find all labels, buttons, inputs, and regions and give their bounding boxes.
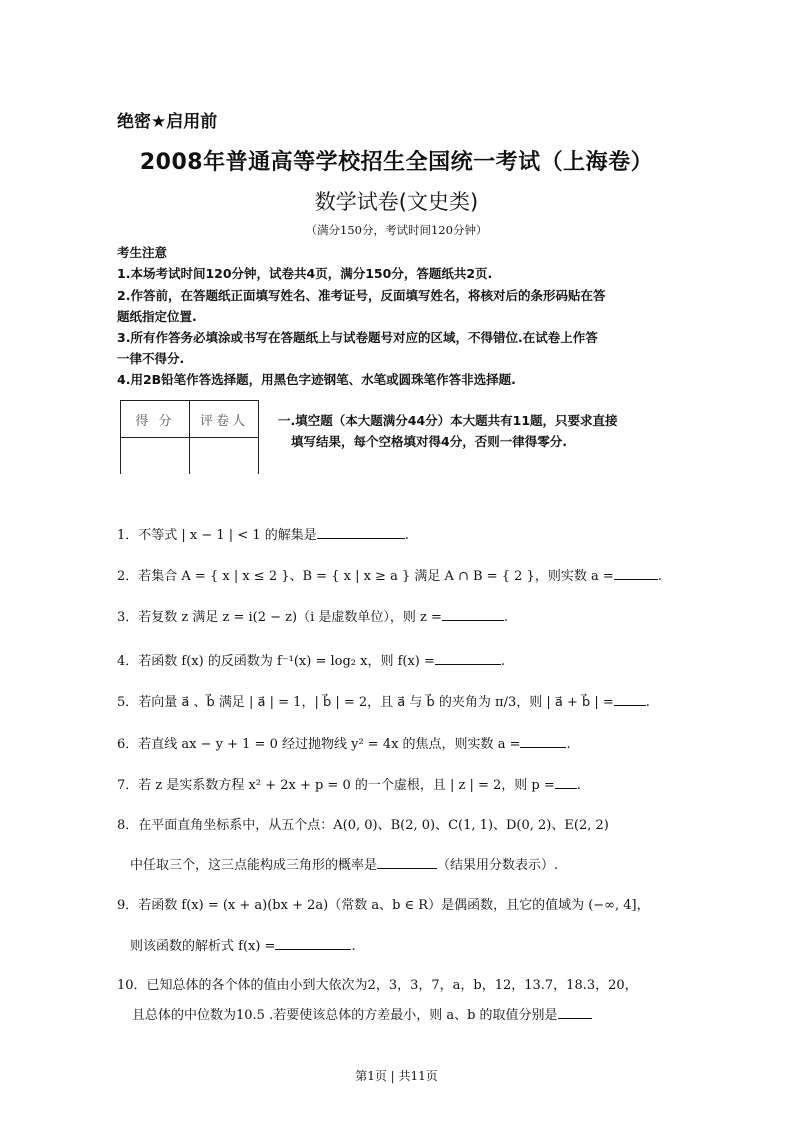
question-3: 3．若复数 z 满足 z = i(2 − z)（i 是虚数单位），则 z = .: [117, 606, 508, 625]
notice-line: 2.作答前，在答题纸正面填写姓名、准考证号，反面填写姓名，将核对后的条形码贴在答: [117, 288, 606, 303]
grader-header: 评卷人: [190, 401, 259, 438]
score-header: 得 分: [121, 401, 190, 438]
answer-blank[interactable]: [520, 734, 566, 748]
question-4: 4．若函数 f(x) 的反函数为 f⁻¹(x) = log₂ x，则 f(x) = .: [117, 650, 505, 669]
question-9-cont: 则该函数的解析式 f(x) = .: [130, 935, 356, 954]
notice-line: 1.本场考试时间120分钟，试卷共4页，满分150分，答题纸共2页.: [117, 266, 493, 281]
answer-blank[interactable]: [275, 936, 351, 950]
question-5: 5．若向量 a⃗ 、b⃗ 满足 | a⃗ | = 1，| b⃗ | = 2，且 a⃗ 与 b⃗ 的夹角为 π/3，则 | a⃗ + b⃗ | = .: [117, 691, 650, 710]
section-heading: 一.填空题（本大题满分44分）本大题共有11题，只要求直接: [278, 413, 618, 428]
question-8: 8．在平面直角坐标系中，从五个点：A(0, 0)、B(2, 0)、C(1, 1)、D(0, 2)、E(2, 2): [117, 818, 609, 833]
question-7: 7．若 z 是实系数方程 x² + 2x + p = 0 的一个虚根，且 | z | = 2，则 p = .: [117, 774, 581, 793]
notice-line: 4.用2B铅笔作答选择题，用黑色字迹钢笔、水笔或圆珠笔作答非选择题.: [117, 372, 516, 387]
question-1: 1．不等式 | x − 1 | < 1 的解集是 .: [117, 524, 409, 543]
notice-line: 一律不得分.: [117, 351, 185, 366]
question-10-cont: 且总体的中位数为10.5 .若要使该总体的方差最小，则 a、b 的取值分别是: [132, 1004, 592, 1023]
answer-blank[interactable]: [317, 525, 405, 539]
notice-heading: 考生注意: [117, 245, 168, 260]
confidential-label: 绝密★启用前: [117, 112, 218, 132]
answer-blank[interactable]: [614, 566, 658, 580]
answer-blank[interactable]: [558, 1005, 592, 1019]
question-8-cont: 中任取三个，这三点能构成三角形的概率是 （结果用分数表示）.: [130, 854, 558, 873]
answer-blank[interactable]: [377, 855, 437, 869]
exam-subtitle: 数学试卷(文史类): [314, 190, 479, 214]
answer-blank[interactable]: [555, 775, 577, 789]
score-cell: [121, 438, 190, 475]
section-instruction: 填写结果，每个空格填对得4分，否则一律得零分.: [291, 434, 567, 449]
exam-title: 2008年普通高等学校招生全国统一考试（上海卷）: [139, 150, 654, 175]
page-footer: 第1页 | 共11页: [355, 1069, 438, 1083]
question-10: 10．已知总体的各个体的值由小到大依次为2，3，3，7，a，b，12，13.7，18.3，20，: [117, 978, 638, 993]
score-info: （满分150分，考试时间120分钟）: [305, 223, 488, 237]
question-2: 2．若集合 A = { x | x ≤ 2 }、B = { x | x ≥ a } 满足 A ∩ B = { 2 }，则实数 a = .: [117, 565, 662, 584]
grade-table: [120, 400, 259, 474]
question-6: 6．若直线 ax − y + 1 = 0 经过抛物线 y² = 4x 的焦点，则实数 a = .: [117, 733, 571, 752]
question-9: 9．若函数 f(x) = (x + a)(bx + 2a)（常数 a、b ∈ R）是偶函数，且它的值域为 (−∞, 4]，: [117, 898, 650, 913]
notice-line: 题纸指定位置.: [117, 309, 197, 324]
grader-cell: [190, 438, 259, 475]
answer-blank[interactable]: [614, 692, 646, 706]
notice-line: 3.所有作答务必填涂或书写在答题纸上与试卷题号对应的区域，不得错位.在试卷上作答: [117, 330, 598, 345]
answer-blank[interactable]: [442, 607, 504, 621]
answer-blank[interactable]: [435, 651, 501, 665]
